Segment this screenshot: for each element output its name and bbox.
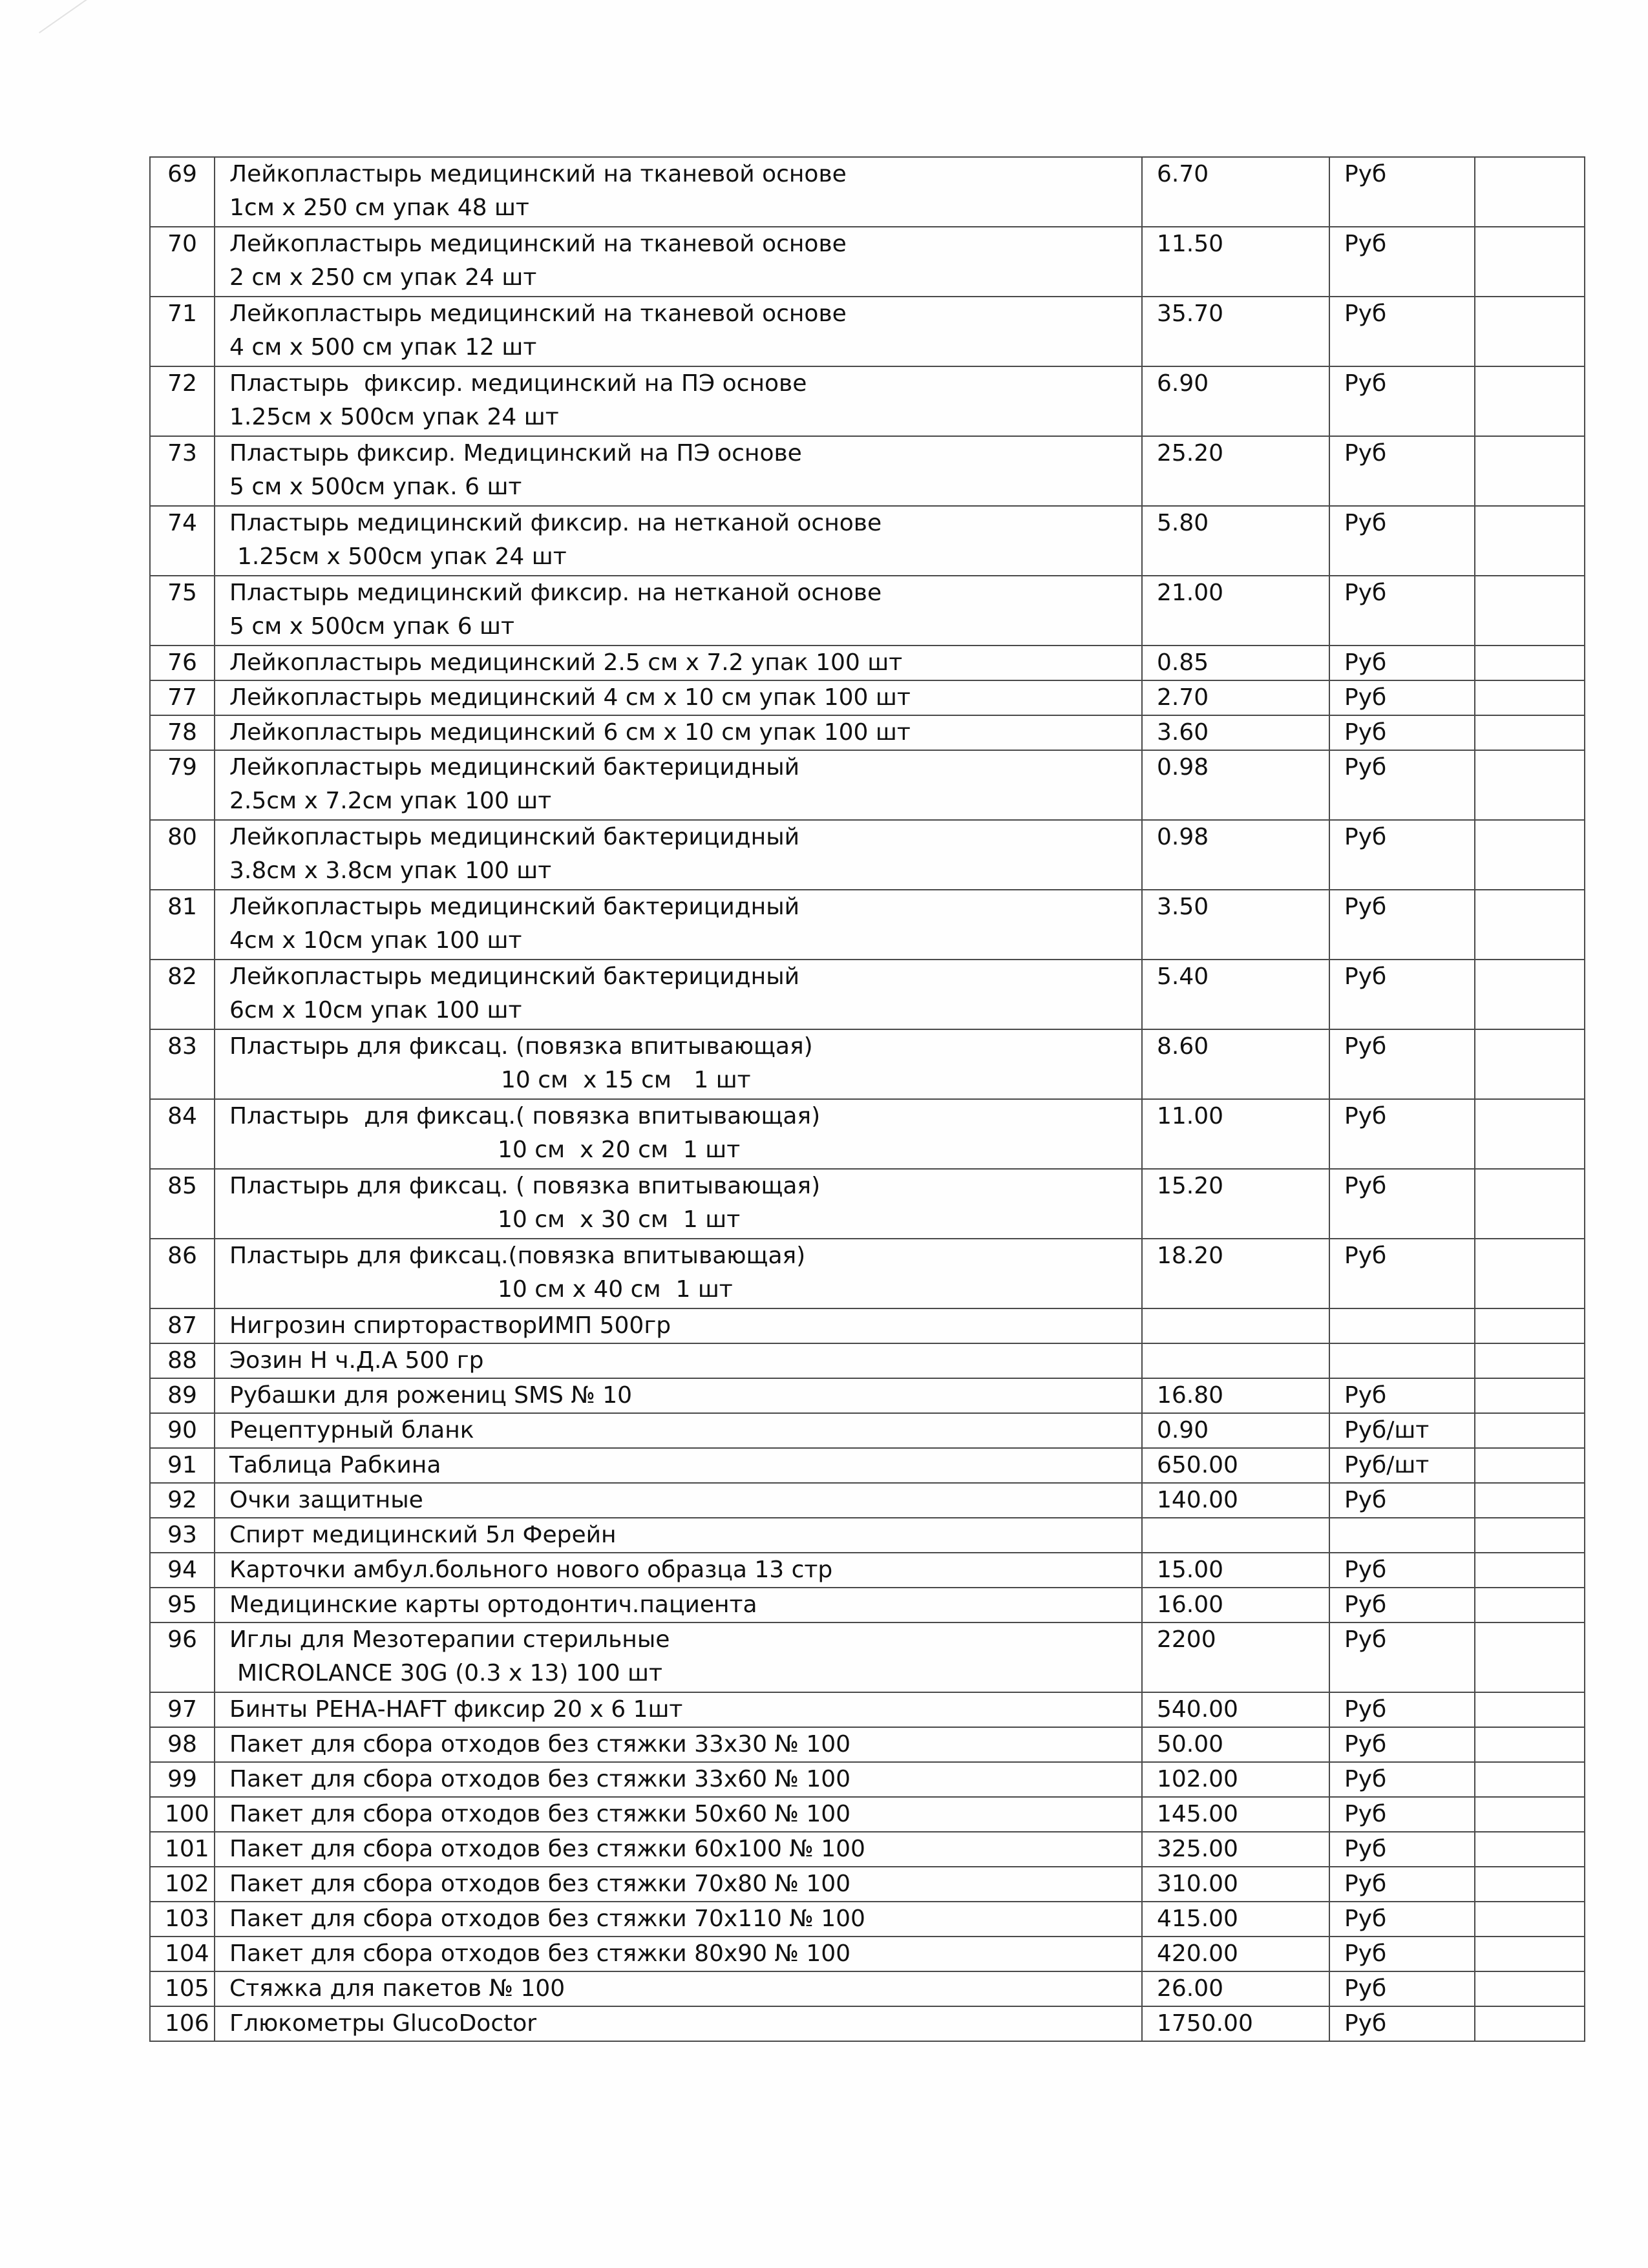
row-number: 73 xyxy=(150,436,215,506)
row-number: 95 xyxy=(150,1588,215,1622)
row-number: 82 xyxy=(150,960,215,1029)
item-name: Бинты РЕНА-HAFT фиксир 20 х 6 1шт xyxy=(215,1692,1142,1727)
empty-cell xyxy=(1475,680,1585,715)
item-unit: Руб xyxy=(1329,1832,1475,1867)
item-unit: Руб xyxy=(1329,890,1475,960)
item-price: 2.70 xyxy=(1142,680,1329,715)
empty-cell xyxy=(1475,227,1585,297)
table-row xyxy=(150,1588,1585,1622)
item-name: Пакет для сбора отходов без стяжки 33х30 № 100 xyxy=(215,1727,1142,1762)
table-row xyxy=(150,820,1585,890)
item-price: 6.90 xyxy=(1142,366,1329,436)
row-number: 88 xyxy=(150,1343,215,1378)
empty-cell xyxy=(1475,1378,1585,1413)
row-number: 79 xyxy=(150,750,215,820)
row-number: 72 xyxy=(150,366,215,436)
empty-cell xyxy=(1475,1762,1585,1797)
empty-cell xyxy=(1475,1239,1585,1308)
empty-cell xyxy=(1475,1308,1585,1343)
empty-cell xyxy=(1475,1971,1585,2006)
item-price: 310.00 xyxy=(1142,1867,1329,1902)
empty-cell xyxy=(1475,1797,1585,1832)
item-unit: Руб xyxy=(1329,227,1475,297)
item-unit: Руб xyxy=(1329,1483,1475,1518)
item-unit: Руб/шт xyxy=(1329,1448,1475,1483)
item-unit: Руб xyxy=(1329,1378,1475,1413)
item-name: Лейкопластырь медицинский 4 см х 10 см упак 100 шт xyxy=(215,680,1142,715)
row-number: 85 xyxy=(150,1169,215,1239)
row-number: 89 xyxy=(150,1378,215,1413)
item-name: Лейкопластырь медицинский на тканевой основе 2 см х 250 см упак 24 шт xyxy=(215,227,1142,297)
table-row xyxy=(150,436,1585,506)
item-name: Пакет для сбора отходов без стяжки 80х90 № 100 xyxy=(215,1937,1142,1971)
item-price: 8.60 xyxy=(1142,1029,1329,1099)
empty-cell xyxy=(1475,157,1585,227)
item-unit: Руб xyxy=(1329,1622,1475,1692)
item-price xyxy=(1142,1308,1329,1343)
scan-corner-fold xyxy=(39,0,244,129)
table-row xyxy=(150,960,1585,1029)
item-name: Пакет для сбора отходов без стяжки 33х60 № 100 xyxy=(215,1762,1142,1797)
row-number: 93 xyxy=(150,1518,215,1553)
table-row xyxy=(150,646,1585,680)
row-number: 99 xyxy=(150,1762,215,1797)
item-unit: Руб xyxy=(1329,1029,1475,1099)
item-unit: Руб xyxy=(1329,646,1475,680)
empty-cell xyxy=(1475,2006,1585,2041)
table-row xyxy=(150,2006,1585,2041)
table-row xyxy=(150,750,1585,820)
item-price: 3.50 xyxy=(1142,890,1329,960)
item-unit: Руб xyxy=(1329,157,1475,227)
item-name: Пластырь для фиксац. ( повязка впитывающая) 10 см х 30 см 1 шт xyxy=(215,1169,1142,1239)
row-number: 80 xyxy=(150,820,215,890)
table-row xyxy=(150,1971,1585,2006)
item-price: 15.00 xyxy=(1142,1553,1329,1588)
item-price: 11.00 xyxy=(1142,1099,1329,1169)
item-price: 420.00 xyxy=(1142,1937,1329,1971)
table-row xyxy=(150,227,1585,297)
item-name: Пакет для сбора отходов без стяжки 70х80 № 100 xyxy=(215,1867,1142,1902)
row-number: 103 xyxy=(150,1902,215,1937)
row-number: 90 xyxy=(150,1413,215,1448)
table-row xyxy=(150,366,1585,436)
item-price xyxy=(1142,1343,1329,1378)
empty-cell xyxy=(1475,1448,1585,1483)
table-row xyxy=(150,1902,1585,1937)
row-number: 94 xyxy=(150,1553,215,1588)
table-row xyxy=(150,1099,1585,1169)
item-price: 26.00 xyxy=(1142,1971,1329,2006)
row-number: 83 xyxy=(150,1029,215,1099)
item-name: Пластырь медицинский фиксир. на нетканой основе 5 см х 500см упак 6 шт xyxy=(215,576,1142,646)
table-row xyxy=(150,1413,1585,1448)
item-price: 325.00 xyxy=(1142,1832,1329,1867)
item-unit: Руб xyxy=(1329,1797,1475,1832)
item-price: 18.20 xyxy=(1142,1239,1329,1308)
table-row xyxy=(150,1832,1585,1867)
empty-cell xyxy=(1475,1692,1585,1727)
item-name: Лейкопластырь медицинский бактерицидный 4см х 10см упак 100 шт xyxy=(215,890,1142,960)
item-price: 11.50 xyxy=(1142,227,1329,297)
row-number: 71 xyxy=(150,297,215,366)
table-row xyxy=(150,1448,1585,1483)
item-unit xyxy=(1329,1518,1475,1553)
row-number: 70 xyxy=(150,227,215,297)
item-name: Пластырь для фиксац. (повязка впитывающая) 10 см х 15 см 1 шт xyxy=(215,1029,1142,1099)
item-unit: Руб xyxy=(1329,680,1475,715)
item-unit: Руб xyxy=(1329,1727,1475,1762)
price-table xyxy=(149,156,1585,2042)
row-number: 76 xyxy=(150,646,215,680)
item-name: Пакет для сбора отходов без стяжки 70х110 № 100 xyxy=(215,1902,1142,1937)
row-number: 78 xyxy=(150,715,215,750)
empty-cell xyxy=(1475,890,1585,960)
item-price: 6.70 xyxy=(1142,157,1329,227)
item-name: Рубашки для рожениц SMS № 10 xyxy=(215,1378,1142,1413)
item-name: Карточки амбул.больного нового образца 13 стр xyxy=(215,1553,1142,1588)
item-unit: Руб xyxy=(1329,1239,1475,1308)
empty-cell xyxy=(1475,1483,1585,1518)
item-price: 21.00 xyxy=(1142,576,1329,646)
empty-cell xyxy=(1475,1902,1585,1937)
empty-cell xyxy=(1475,960,1585,1029)
empty-cell xyxy=(1475,1029,1585,1099)
item-unit: Руб xyxy=(1329,1169,1475,1239)
item-price: 102.00 xyxy=(1142,1762,1329,1797)
empty-cell xyxy=(1475,1622,1585,1692)
item-name: Лейкопластырь медицинский 2.5 см х 7.2 упак 100 шт xyxy=(215,646,1142,680)
empty-cell xyxy=(1475,366,1585,436)
item-name: Пакет для сбора отходов без стяжки 60х100 № 100 xyxy=(215,1832,1142,1867)
item-name: Лейкопластырь медицинский 6 см х 10 см упак 100 шт xyxy=(215,715,1142,750)
empty-cell xyxy=(1475,506,1585,576)
row-number: 81 xyxy=(150,890,215,960)
empty-cell xyxy=(1475,1343,1585,1378)
row-number: 104 xyxy=(150,1937,215,1971)
item-price: 0.98 xyxy=(1142,750,1329,820)
item-unit: Руб xyxy=(1329,576,1475,646)
item-unit: Руб xyxy=(1329,1902,1475,1937)
table-row xyxy=(150,506,1585,576)
table-row xyxy=(150,157,1585,227)
item-price: 5.40 xyxy=(1142,960,1329,1029)
item-name: Спирт медицинский 5л Ферейн xyxy=(215,1518,1142,1553)
row-number: 92 xyxy=(150,1483,215,1518)
empty-cell xyxy=(1475,1518,1585,1553)
item-price: 16.80 xyxy=(1142,1378,1329,1413)
table-row xyxy=(150,1937,1585,1971)
table-row xyxy=(150,1553,1585,1588)
table-row xyxy=(150,1378,1585,1413)
row-number: 87 xyxy=(150,1308,215,1343)
row-number: 75 xyxy=(150,576,215,646)
table-row xyxy=(150,1343,1585,1378)
item-unit: Руб xyxy=(1329,1692,1475,1727)
item-name: Пластырь для фиксац.( повязка впитывающая) 10 см х 20 см 1 шт xyxy=(215,1099,1142,1169)
item-name: Таблица Рабкина xyxy=(215,1448,1142,1483)
item-unit: Руб xyxy=(1329,1971,1475,2006)
empty-cell xyxy=(1475,1727,1585,1762)
empty-cell xyxy=(1475,1832,1585,1867)
item-unit: Руб xyxy=(1329,750,1475,820)
item-unit: Руб xyxy=(1329,297,1475,366)
item-unit: Руб xyxy=(1329,1553,1475,1588)
row-number: 86 xyxy=(150,1239,215,1308)
item-price: 650.00 xyxy=(1142,1448,1329,1483)
price-table-body xyxy=(150,157,1585,2041)
table-row xyxy=(150,680,1585,715)
table-row xyxy=(150,1622,1585,1692)
table-row xyxy=(150,1169,1585,1239)
item-name: Глюкометры GlucoDoctor xyxy=(215,2006,1142,2041)
table-row xyxy=(150,1797,1585,1832)
item-name: Пластырь для фиксац.(повязка впитывающая) 10 см х 40 см 1 шт xyxy=(215,1239,1142,1308)
item-unit: Руб xyxy=(1329,960,1475,1029)
item-unit: Руб xyxy=(1329,1762,1475,1797)
table-row xyxy=(150,1762,1585,1797)
item-unit: Руб xyxy=(1329,366,1475,436)
row-number: 96 xyxy=(150,1622,215,1692)
item-name: Пластырь медицинский фиксир. на нетканой основе 1.25см х 500см упак 24 шт xyxy=(215,506,1142,576)
item-price: 145.00 xyxy=(1142,1797,1329,1832)
item-name: Лейкопластырь медицинский на тканевой основе 1см х 250 см упак 48 шт xyxy=(215,157,1142,227)
item-name: Нигрозин спирторастворИМП 500гр xyxy=(215,1308,1142,1343)
item-price xyxy=(1142,1518,1329,1553)
item-unit: Руб xyxy=(1329,820,1475,890)
item-unit: Руб xyxy=(1329,1588,1475,1622)
table-row xyxy=(150,1239,1585,1308)
item-price: 15.20 xyxy=(1142,1169,1329,1239)
row-number: 91 xyxy=(150,1448,215,1483)
item-name: Пластырь фиксир. Медицинский на ПЭ основе 5 см х 500см упак. 6 шт xyxy=(215,436,1142,506)
item-name: Очки защитные xyxy=(215,1483,1142,1518)
empty-cell xyxy=(1475,750,1585,820)
table-row xyxy=(150,1727,1585,1762)
item-price: 25.20 xyxy=(1142,436,1329,506)
row-number: 101 xyxy=(150,1832,215,1867)
item-price: 50.00 xyxy=(1142,1727,1329,1762)
table-row xyxy=(150,1308,1585,1343)
item-unit: Руб xyxy=(1329,1099,1475,1169)
empty-cell xyxy=(1475,820,1585,890)
item-unit xyxy=(1329,1343,1475,1378)
empty-cell xyxy=(1475,1588,1585,1622)
empty-cell xyxy=(1475,646,1585,680)
item-name: Эозин Н ч.Д.А 500 гр xyxy=(215,1343,1142,1378)
item-price: 35.70 xyxy=(1142,297,1329,366)
item-unit: Руб xyxy=(1329,506,1475,576)
row-number: 77 xyxy=(150,680,215,715)
item-unit: Руб xyxy=(1329,1937,1475,1971)
table-row xyxy=(150,576,1585,646)
item-unit xyxy=(1329,1308,1475,1343)
empty-cell xyxy=(1475,1867,1585,1902)
row-number: 102 xyxy=(150,1867,215,1902)
empty-cell xyxy=(1475,1937,1585,1971)
table-row xyxy=(150,297,1585,366)
row-number: 97 xyxy=(150,1692,215,1727)
item-price: 0.98 xyxy=(1142,820,1329,890)
item-unit: Руб xyxy=(1329,1867,1475,1902)
table-row xyxy=(150,1692,1585,1727)
empty-cell xyxy=(1475,715,1585,750)
table-row xyxy=(150,1867,1585,1902)
item-name: Медицинские карты ортодонтич.пациента xyxy=(215,1588,1142,1622)
table-row xyxy=(150,715,1585,750)
item-price: 16.00 xyxy=(1142,1588,1329,1622)
row-number: 69 xyxy=(150,157,215,227)
item-name: Стяжка для пакетов № 100 xyxy=(215,1971,1142,2006)
empty-cell xyxy=(1475,1099,1585,1169)
item-name: Пакет для сбора отходов без стяжки 50х60 № 100 xyxy=(215,1797,1142,1832)
item-price: 0.90 xyxy=(1142,1413,1329,1448)
item-name: Лейкопластырь медицинский на тканевой основе 4 см х 500 см упак 12 шт xyxy=(215,297,1142,366)
item-name: Рецептурный бланк xyxy=(215,1413,1142,1448)
row-number: 98 xyxy=(150,1727,215,1762)
empty-cell xyxy=(1475,576,1585,646)
item-unit: Руб/шт xyxy=(1329,1413,1475,1448)
item-name: Лейкопластырь медицинский бактерицидный 2.5см х 7.2см упак 100 шт xyxy=(215,750,1142,820)
item-unit: Руб xyxy=(1329,436,1475,506)
item-name: Иглы для Мезотерапии стерильные MICROLANCE 30G (0.3 х 13) 100 шт xyxy=(215,1622,1142,1692)
item-price: 2200 xyxy=(1142,1622,1329,1692)
row-number: 105 xyxy=(150,1971,215,2006)
empty-cell xyxy=(1475,1553,1585,1588)
item-price: 540.00 xyxy=(1142,1692,1329,1727)
table-row xyxy=(150,1029,1585,1099)
empty-cell xyxy=(1475,1413,1585,1448)
item-unit: Руб xyxy=(1329,715,1475,750)
row-number: 84 xyxy=(150,1099,215,1169)
empty-cell xyxy=(1475,297,1585,366)
item-name: Пластырь фиксир. медицинский на ПЭ основе 1.25см х 500см упак 24 шт xyxy=(215,366,1142,436)
item-name: Лейкопластырь медицинский бактерицидный 3.8см х 3.8см упак 100 шт xyxy=(215,820,1142,890)
item-price: 140.00 xyxy=(1142,1483,1329,1518)
item-price: 415.00 xyxy=(1142,1902,1329,1937)
row-number: 106 xyxy=(150,2006,215,2041)
item-price: 5.80 xyxy=(1142,506,1329,576)
empty-cell xyxy=(1475,436,1585,506)
row-number: 74 xyxy=(150,506,215,576)
table-row xyxy=(150,1518,1585,1553)
table-row xyxy=(150,890,1585,960)
item-price: 0.85 xyxy=(1142,646,1329,680)
item-name: Лейкопластырь медицинский бактерицидный 6см х 10см упак 100 шт xyxy=(215,960,1142,1029)
item-price: 1750.00 xyxy=(1142,2006,1329,2041)
item-unit: Руб xyxy=(1329,2006,1475,2041)
row-number: 100 xyxy=(150,1797,215,1832)
item-price: 3.60 xyxy=(1142,715,1329,750)
table-row xyxy=(150,1483,1585,1518)
empty-cell xyxy=(1475,1169,1585,1239)
